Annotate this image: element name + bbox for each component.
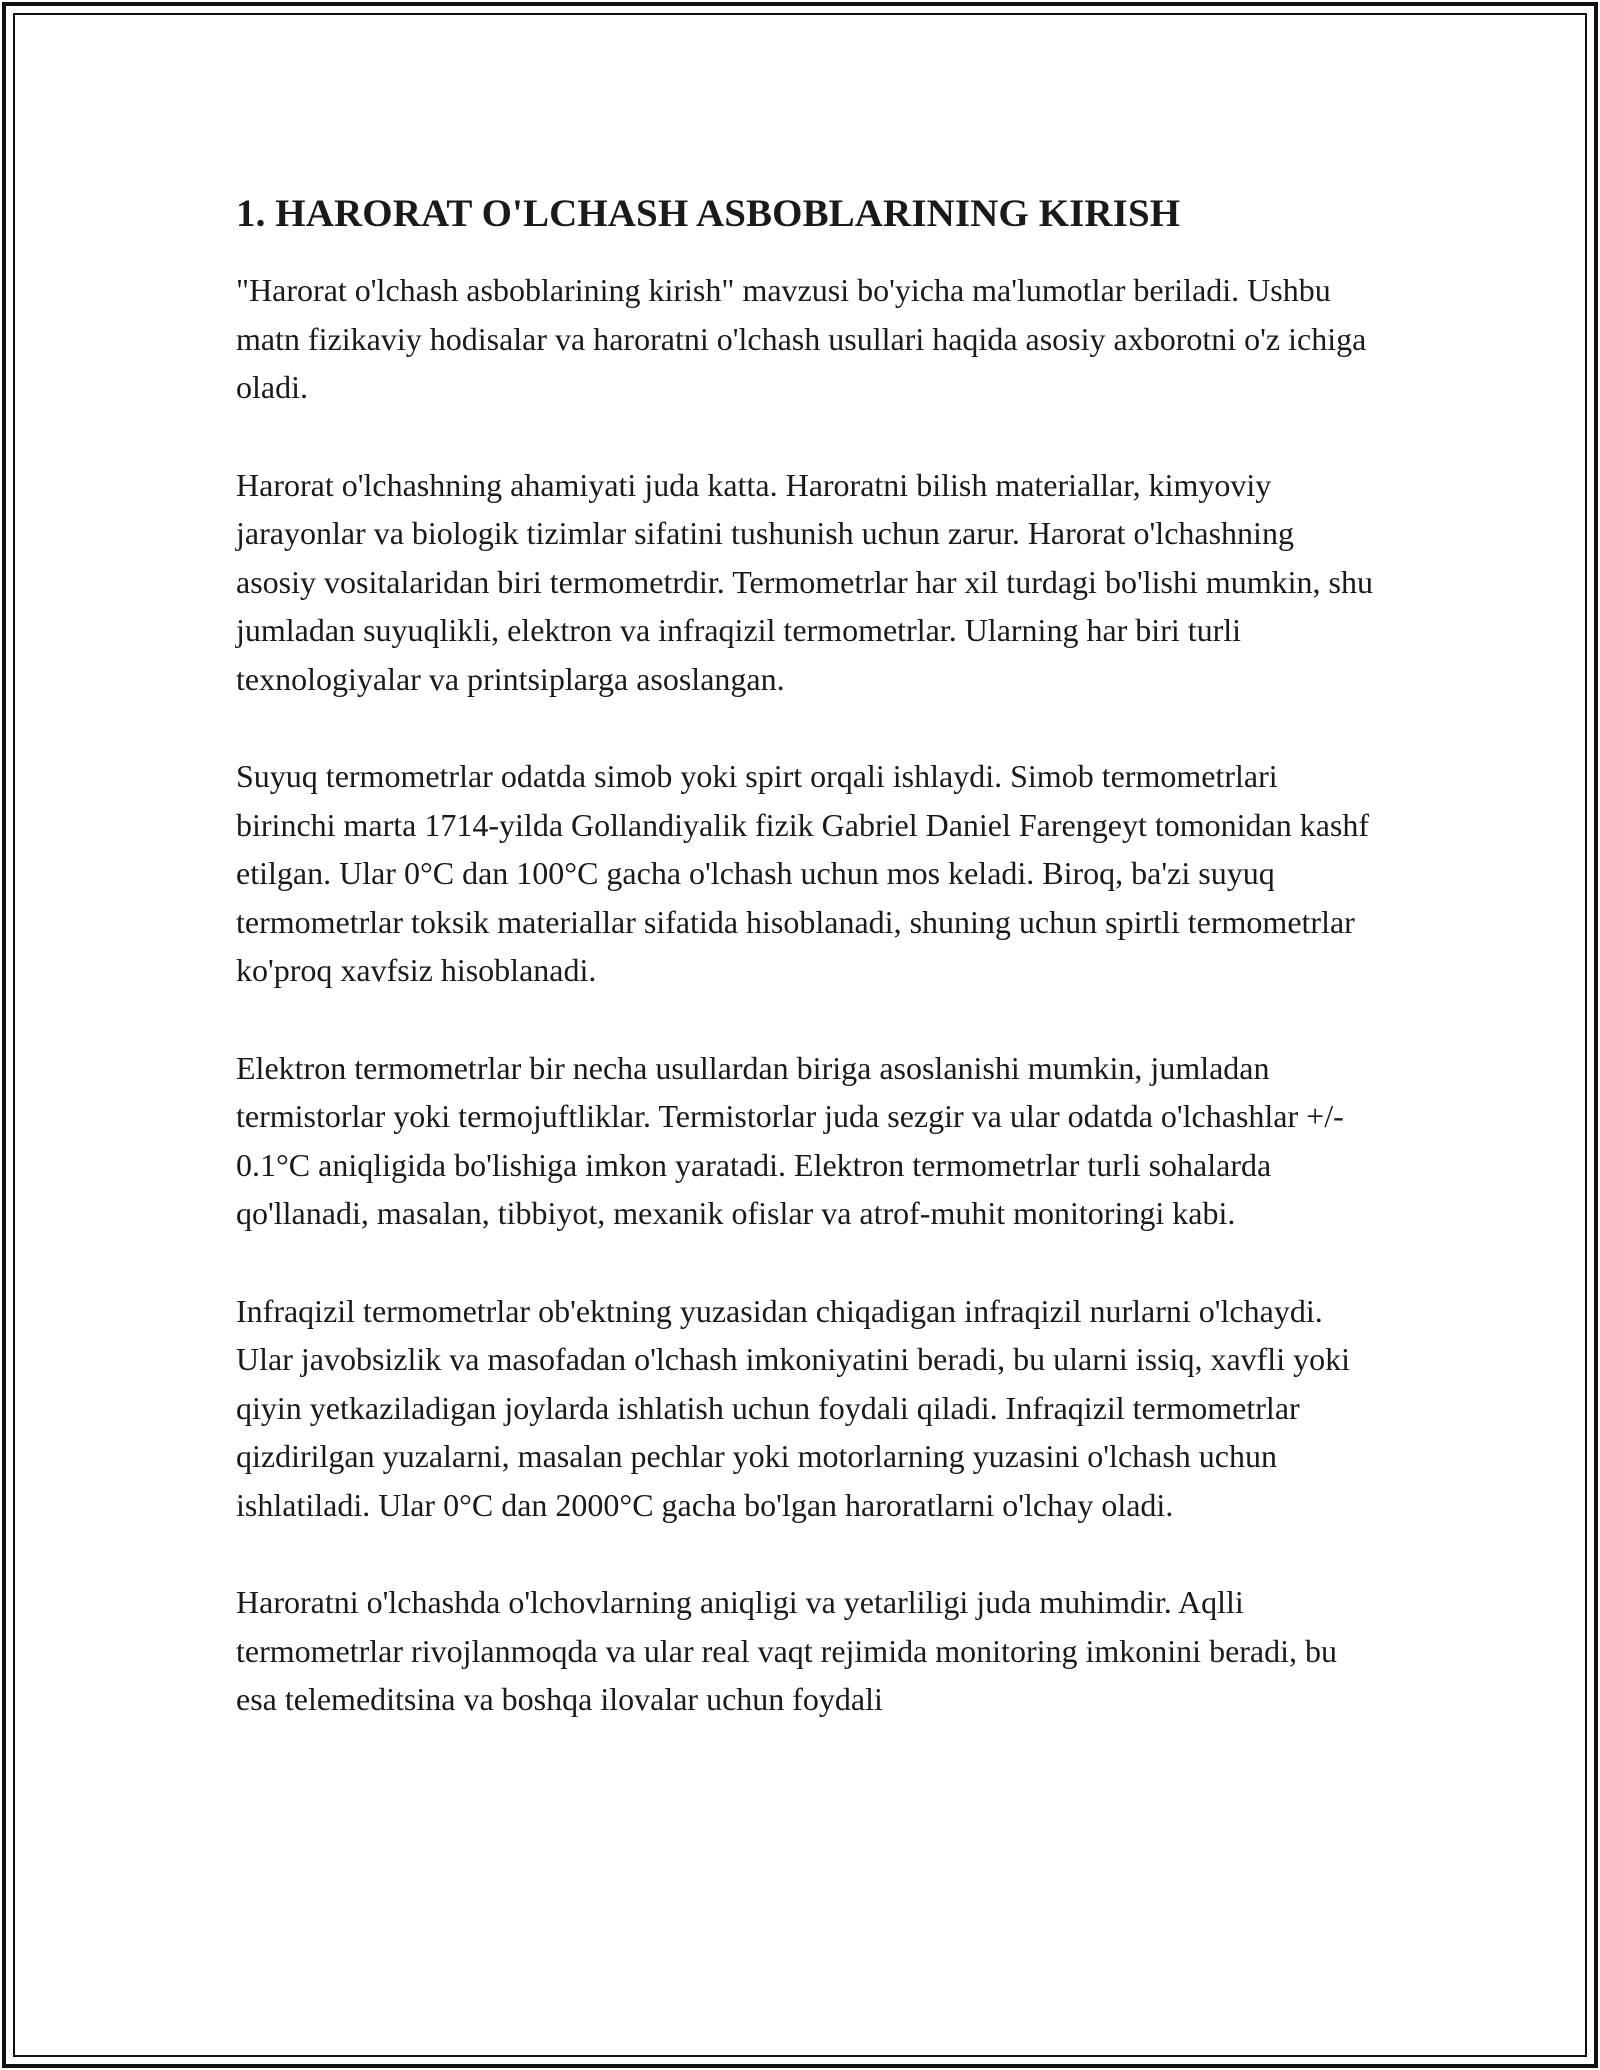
- paragraph-accuracy: Haroratni o'lchashda o'lchovlarning aniqligi va yetarliligi juda muhimdir. Aqlli termometrlar rivojlanmoqda va ular real vaqt rejimida monitoring imkonini beradi, bu esa telemeditsina va boshqa ilovalar uchun foydali: [236, 1584, 1338, 1717]
- paragraph-electronic-thermometers: Elektron termometrlar bir necha usullardan biriga asoslanishi mumkin, jumladan termistorlar yoki termojuftliklar. Termistorlar juda sezgir va ular odatda o'lchashlar +/- 0.1°C aniqligida bo'lishiga imkon yaratadi. Elektron termometrlar turli sohalarda qo'llanadi, masalan, tibbiyot, mexanik ofislar va atrof-muhit monitoringi kabi.: [236, 1049, 1344, 1231]
- paragraph-liquid-thermometers: Suyuq termometrlar odatda simob yoki spirt orqali ishlaydi. Simob termometrlari birinchi marta 1714-yilda Gollandiyalik fizik Gabriel Daniel Farengeyt tomonidan kashf etilgan. Ular 0°C dan 100°C gacha o'lchash uchun mos keladi. Biroq, ba'zi suyuq termometrlar toksik materiallar sifatida hisoblanadi, shuning uchun spirtli termometrlar ko'proq xavfsiz hisoblanadi.: [236, 758, 1370, 988]
- paragraph-importance: Harorat o'lchashning ahamiyati juda katta. Haroratni bilish materiallar, kimyoviy jarayonlar va biologik tizimlar sifatini tushunish uchun zarur. Harorat o'lchashning asosiy vositalaridan biri termometrdir. Termometrlar har xil turdagi bo'lishi mumkin, shu jumladan suyuqlikli, elektron va infraqizil termometrlar. Ularning har biri turli texnologiyalar va printsiplarga asoslangan.: [236, 466, 1373, 697]
- section-heading: 1. HARORAT O'LCHASH ASBOBLARINING KIRISH: [236, 192, 1181, 235]
- paragraph-infrared-thermometers: Infraqizil termometrlar ob'ektning yuzasidan chiqadigan infraqizil nurlarni o'lchaydi. Ular javobsizlik va masofadan o'lchash imkoniyatini beradi, bu ularni issiq, xavfli yoki qiyin yetkaziladigan joylarda ishlatish uchun foydali qiladi. Infraqizil termometrlar qizdirilgan yuzalarni, masalan pechlar yoki motorlarning yuzasini o'lchash uchun ishlatiladi. Ular 0°C dan 2000°C gacha bo'lgan haroratlarni o'lchay oladi.: [236, 1292, 1350, 1523]
- paragraph-intro: "Harorat o'lchash asboblarining kirish" mavzusi bo'yicha ma'lumotlar beriladi. Ushbu matn fizikaviy hodisalar va haroratni o'lchash usullari haqida asosiy axborotni o'z ichiga oladi.: [236, 272, 1367, 405]
- document-body: [236, 186, 1376, 1724]
